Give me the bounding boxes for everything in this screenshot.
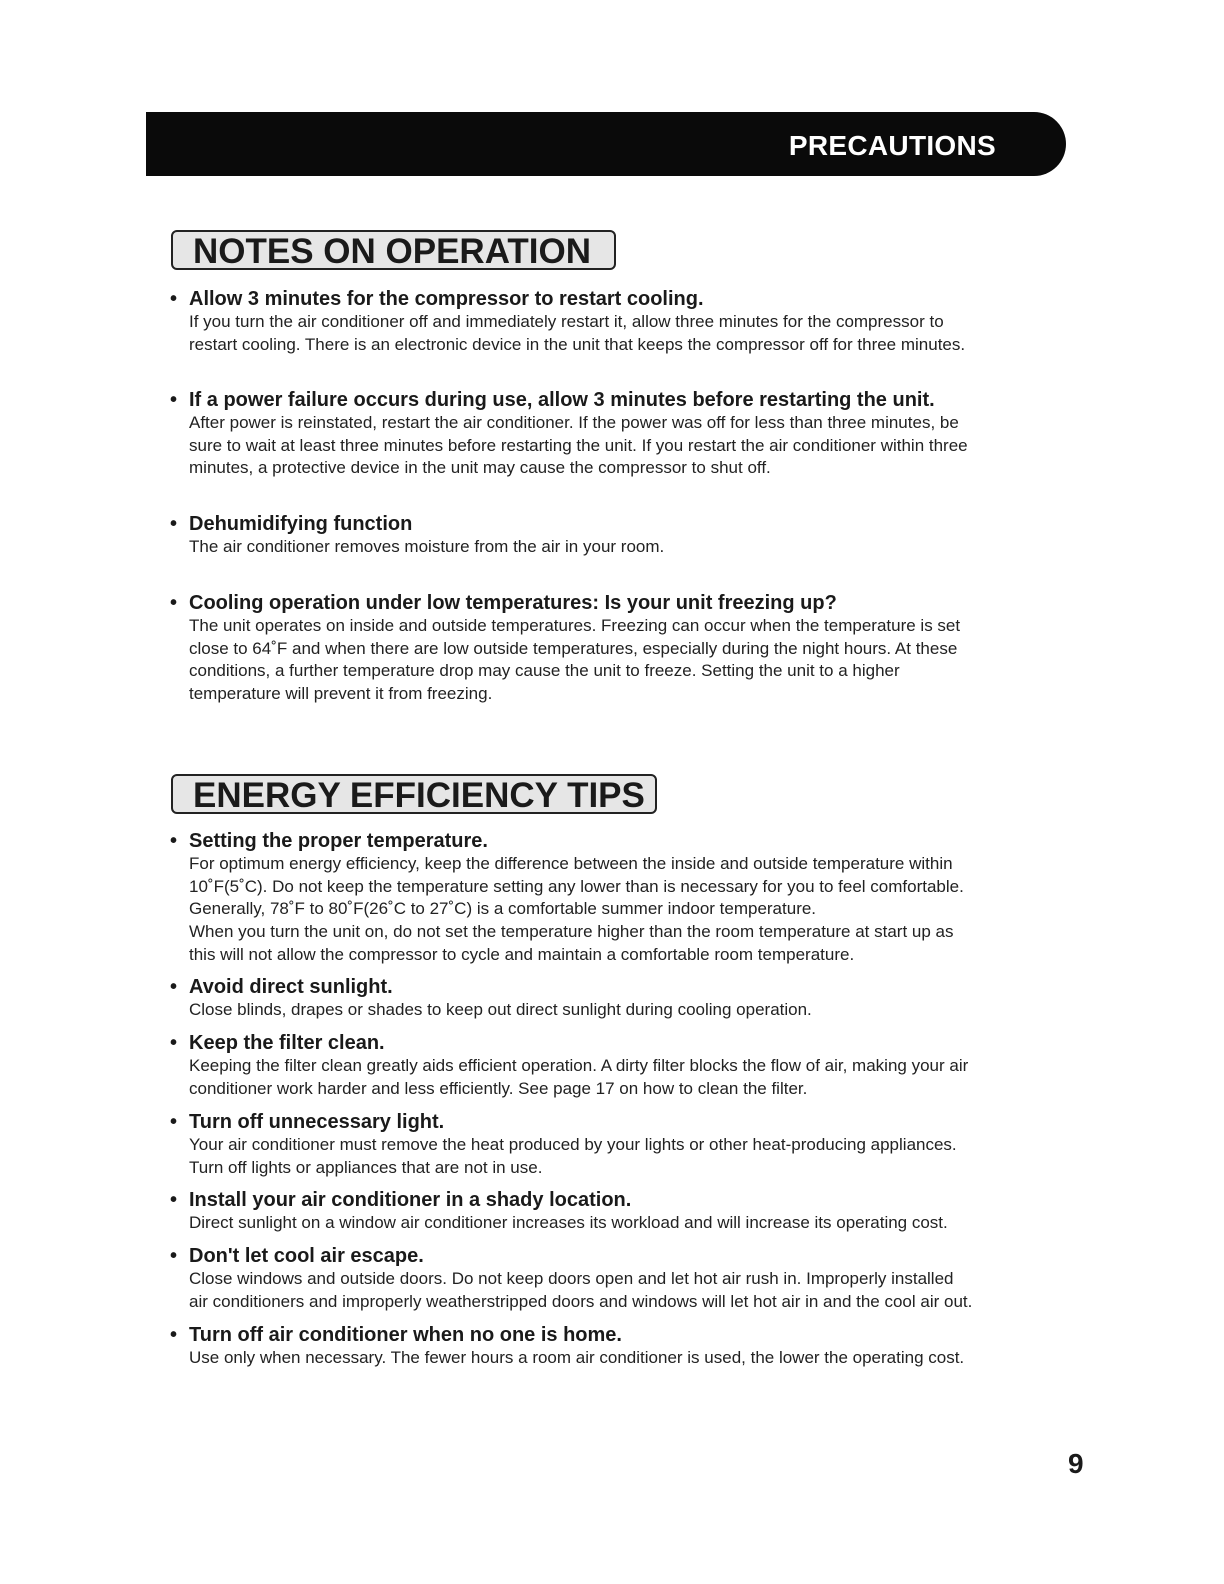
item-heading: Setting the proper temperature. xyxy=(189,830,488,852)
list-item-notes-1 xyxy=(170,288,1050,356)
item-heading: Cooling operation under low temperatures: Is your unit freezing up? xyxy=(189,592,837,614)
list-item-energy-4 xyxy=(170,1111,1050,1179)
item-line: The unit operates on inside and outside temperatures. Freezing can occur when the temperature is set xyxy=(189,616,961,635)
item-line: Direct sunlight on a window air conditioner increases its workload and will increase its operating cost. xyxy=(189,1213,948,1232)
item-line: Close windows and outside doors. Do not keep doors open and let hot air rush in. Improperly installed xyxy=(189,1269,954,1288)
list-item-energy-3 xyxy=(170,1032,1050,1100)
item-body xyxy=(189,615,1038,706)
list-item-notes-3 xyxy=(170,513,1050,559)
bullet-icon: • xyxy=(170,1032,178,1054)
item-line: conditioner work harder and less efficiently. See page 17 on how to clean the filter. xyxy=(189,1078,808,1098)
item-body xyxy=(189,1268,1038,1313)
item-heading: Install your air conditioner in a shady location. xyxy=(189,1189,632,1211)
section-title-energy-efficiency-tips xyxy=(171,774,657,814)
item-heading: Turn off air conditioner when no one is home. xyxy=(189,1324,622,1346)
item-line: conditions, a further temperature drop may cause the unit to freeze. Setting the unit to a higher xyxy=(189,661,900,681)
item-line: After power is reinstated, restart the air conditioner. If the power was off for less than three minutes, be xyxy=(189,413,959,432)
item-line: For optimum energy efficiency, keep the difference between the inside and outside temperature within xyxy=(189,854,953,873)
item-heading: Dehumidifying function xyxy=(189,513,413,535)
list-item-energy-7 xyxy=(170,1324,1050,1370)
item-body xyxy=(189,1347,1038,1370)
item-heading: Allow 3 minutes for the compressor to restart cooling. xyxy=(189,288,704,310)
item-line: temperature will prevent it from freezing. xyxy=(189,684,493,704)
item-line: Use only when necessary. The fewer hours a room air conditioner is used, the lower the operating cost. xyxy=(189,1348,965,1367)
page-header-title: PRECAUTIONS xyxy=(788,130,996,161)
bullet-icon: • xyxy=(170,389,178,411)
item-line: Close blinds, drapes or shades to keep out direct sunlight during cooling operation. xyxy=(189,1000,812,1019)
item-line: air conditioners and improperly weatherstripped doors and windows will let hot air in and the cool air out. xyxy=(189,1291,973,1311)
list-item-energy-2 xyxy=(170,976,1050,1022)
item-line: Generally, 78˚F to 80˚F(26˚C to 27˚C) is a comfortable summer indoor temperature. xyxy=(189,899,817,919)
page-number: 9 xyxy=(1068,1448,1084,1479)
bullet-icon: • xyxy=(170,513,178,535)
list-item-energy-1 xyxy=(170,830,1050,967)
section-title-text: NOTES ON OPERATION xyxy=(193,232,591,271)
item-line: Keeping the filter clean greatly aids efficient operation. A dirty filter blocks the flow of air, making your air xyxy=(189,1056,969,1075)
item-body xyxy=(189,853,1038,967)
list-item-notes-4 xyxy=(170,592,1050,706)
bullet-icon: • xyxy=(170,1111,178,1133)
bullet-icon: • xyxy=(170,1189,178,1211)
item-body xyxy=(189,412,1038,480)
section-title-notes-on-operation xyxy=(171,230,616,270)
bullet-icon: • xyxy=(170,1324,178,1346)
item-body xyxy=(189,999,1038,1022)
item-line: Turn off lights or appliances that are not in use. xyxy=(189,1157,543,1177)
item-heading: Keep the filter clean. xyxy=(189,1032,385,1054)
list-item-notes-2 xyxy=(170,389,1050,480)
bullet-icon: • xyxy=(170,288,178,310)
item-line: When you turn the unit on, do not set the temperature higher than the room temperature at start up as xyxy=(189,922,954,942)
bullet-icon: • xyxy=(170,976,178,998)
item-line: this will not allow the compressor to cycle and maintain a comfortable room temperature. xyxy=(189,944,855,964)
item-heading: Avoid direct sunlight. xyxy=(189,976,393,998)
item-body xyxy=(189,1212,1038,1235)
item-heading: If a power failure occurs during use, allow 3 minutes before restarting the unit. xyxy=(189,389,935,411)
item-heading: Turn off unnecessary light. xyxy=(189,1111,445,1133)
item-line: The air conditioner removes moisture from the air in your room. xyxy=(189,537,665,556)
item-body xyxy=(189,1134,1038,1179)
item-line: Your air conditioner must remove the heat produced by your lights or other heat-producing appliances. xyxy=(189,1135,957,1154)
bullet-icon: • xyxy=(170,1245,178,1267)
item-line: close to 64˚F and when there are low outside temperatures, especially during the night hours. At these xyxy=(189,638,958,658)
item-body xyxy=(189,1055,1038,1100)
item-line: minutes, a protective device in the unit may cause the compressor to shut off. xyxy=(189,458,771,478)
item-line: If you turn the air conditioner off and immediately restart it, allow three minutes for the compressor to xyxy=(189,312,944,331)
item-line: sure to wait at least three minutes before restarting the unit. If you restart the air conditioner within three xyxy=(189,435,968,455)
list-item-energy-5 xyxy=(170,1189,1050,1235)
item-heading: Don't let cool air escape. xyxy=(189,1245,424,1267)
item-body xyxy=(189,536,1038,559)
item-line: 10˚F(5˚C). Do not keep the temperature setting any lower than is necessary for you to feel comfortable. xyxy=(189,876,964,896)
item-line: restart cooling. There is an electronic device in the unit that keeps the compressor off for three minutes. xyxy=(189,334,966,354)
section-title-text: ENERGY EFFICIENCY TIPS xyxy=(193,776,645,815)
header-bar xyxy=(146,112,1066,176)
bullet-icon: • xyxy=(170,592,178,614)
item-body xyxy=(189,311,1038,356)
list-item-energy-6 xyxy=(170,1245,1050,1313)
bullet-icon: • xyxy=(170,830,178,852)
